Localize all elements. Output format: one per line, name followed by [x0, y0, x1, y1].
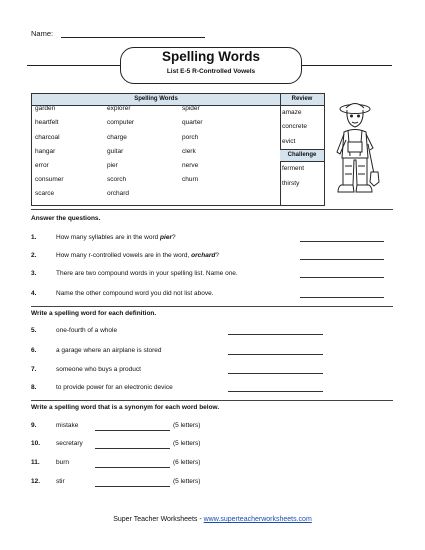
challenge-word: thirsty: [282, 180, 300, 187]
spelling-word: consumer: [35, 176, 64, 183]
spelling-word: scarce: [35, 190, 55, 197]
spelling-word: scorch: [107, 176, 127, 183]
letter-count-hint: (5 letters): [173, 440, 201, 447]
spelling-word: quarter: [182, 119, 203, 126]
question-number: 1.: [31, 234, 37, 241]
challenge-word: ferment: [282, 165, 305, 172]
review-word: concrete: [282, 123, 307, 130]
review-header: Review: [280, 94, 324, 106]
gardener-boy-illustration: [328, 100, 388, 205]
definition-number: 8.: [31, 384, 37, 391]
question-number: 3.: [31, 270, 37, 277]
answer-line[interactable]: [300, 277, 384, 278]
section-heading: Answer the questions.: [31, 215, 101, 222]
synonym-number: 11.: [31, 459, 40, 466]
spelling-words-header: Spelling Words: [32, 94, 280, 106]
spelling-word: garden: [35, 105, 56, 112]
section-heading: Write a spelling word that is a synonym for each word below.: [31, 404, 220, 411]
spelling-word: clerk: [182, 148, 196, 155]
section-heading: Write a spelling word for each definition.: [31, 310, 157, 317]
footer-link[interactable]: www.superteacherworksheets.com: [203, 516, 312, 523]
word-table: [31, 93, 325, 206]
page-subtitle: List E-5 R-Controlled Vowels: [166, 68, 256, 75]
answer-line[interactable]: [95, 467, 170, 468]
name-label: Name:: [31, 29, 54, 38]
spelling-word: error: [35, 162, 49, 169]
letter-count-hint: (6 letters): [173, 459, 201, 466]
definition-text: someone who buys a product: [56, 366, 141, 373]
answer-line[interactable]: [95, 430, 170, 431]
footer-brand: Super Teacher Worksheets -: [113, 516, 204, 523]
answer-line[interactable]: [300, 241, 384, 242]
spelling-word: hangar: [35, 148, 56, 155]
definition-number: 5.: [31, 327, 37, 334]
spelling-word: churn: [182, 176, 199, 183]
name-field[interactable]: [61, 37, 205, 38]
synonym-number: 12.: [31, 478, 41, 485]
definition-text: to provide power for an electronic device: [56, 384, 173, 391]
synonym-word: burn: [56, 459, 70, 466]
spelling-word: computer: [107, 119, 135, 126]
spelling-word: charge: [107, 134, 127, 141]
spelling-word: heartfelt: [35, 119, 59, 126]
synonym-number: 10.: [31, 440, 41, 447]
challenge-header: Challenge: [280, 149, 324, 162]
definition-number: 7.: [31, 366, 37, 373]
section-divider: [31, 400, 393, 401]
spelling-word: explorer: [107, 105, 131, 112]
answer-line[interactable]: [228, 391, 323, 392]
answer-line[interactable]: [228, 373, 323, 374]
title-rule-left: [27, 65, 120, 66]
synonym-word: stir: [56, 478, 65, 485]
question-text: How many syllables are in the word pier?: [56, 234, 176, 241]
answer-line[interactable]: [95, 486, 170, 487]
question-number: 4.: [31, 290, 37, 297]
definition-text: a garage where an airplane is stored: [56, 347, 162, 354]
answer-line[interactable]: [228, 354, 323, 355]
question-text: How many r-controlled vowels are in the word, orchard?: [56, 252, 219, 259]
spelling-word: pier: [107, 162, 118, 169]
spelling-word: spider: [182, 105, 200, 112]
answer-line[interactable]: [228, 334, 323, 335]
answer-line[interactable]: [300, 259, 384, 260]
synonym-word: secretary: [56, 440, 83, 447]
footer: [0, 516, 425, 523]
answer-line[interactable]: [95, 448, 170, 449]
spelling-word: porch: [182, 134, 199, 141]
question-number: 2.: [31, 252, 37, 259]
title-rule-right: [300, 65, 392, 66]
question-text: There are two compound words in your spelling list. Name one.: [56, 270, 238, 277]
spelling-word: guitar: [107, 148, 124, 155]
synonym-number: 9.: [31, 422, 37, 429]
definition-text: one-fourth of a whole: [56, 327, 118, 334]
page-title: Spelling Words: [161, 49, 260, 64]
question-text: Name the other compound word you did not list above.: [56, 290, 214, 297]
definition-number: 6.: [31, 347, 37, 354]
spelling-word: orchard: [107, 190, 130, 197]
synonym-word: mistake: [56, 422, 79, 429]
letter-count-hint: (5 letters): [173, 422, 201, 429]
review-word: evict: [282, 138, 296, 145]
review-word: amaze: [282, 109, 302, 116]
spelling-word: nerve: [182, 162, 199, 169]
section-divider: [31, 209, 393, 210]
answer-line[interactable]: [300, 297, 384, 298]
section-divider: [31, 306, 393, 307]
spelling-word: charcoal: [35, 134, 60, 141]
letter-count-hint: (5 letters): [173, 478, 201, 485]
